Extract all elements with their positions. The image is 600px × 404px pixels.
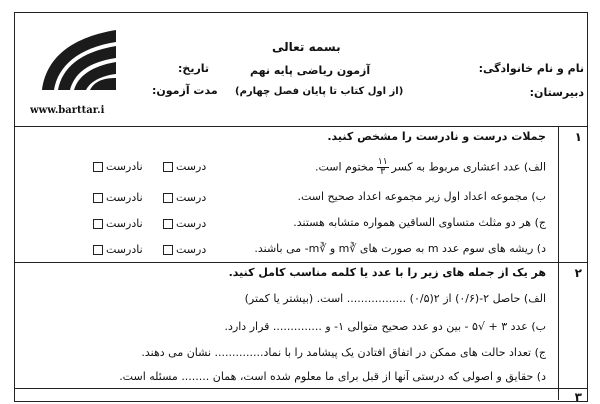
q1-item-d: د) ریشه های سوم عدد m به صورت های ∛m و ∛m- می باشند. <box>254 242 546 255</box>
q1d-true-option[interactable]: درست <box>160 243 206 256</box>
number-column-divider <box>558 126 559 400</box>
header-divider <box>14 126 588 127</box>
duration-label: مدت آزمون: <box>152 84 218 97</box>
q1d-false-option[interactable]: نادرست <box>90 243 143 256</box>
website-url: www.barttar.i <box>30 105 105 116</box>
q2-prompt: هر یک از جمله های زیر را با عدد یا کلمه مناسب کامل کنید. <box>228 266 546 279</box>
name-label: نام و نام خانوادگی: <box>478 62 584 75</box>
school-label: دبیرستان: <box>529 86 584 99</box>
checkbox[interactable] <box>93 245 103 255</box>
q1a-true-option[interactable]: درست <box>160 160 206 173</box>
q1b-true-option[interactable]: درست <box>160 191 206 204</box>
checkbox[interactable] <box>163 219 173 229</box>
q2-item-a: الف) حاصل ۲-(۰/۶) از ۲(۰/۵) ................. است. (بیشتر یا کمتر) <box>244 292 546 305</box>
q2-item-c: ج) تعداد حالت های ممکن در اتفاق افتادن یک پیشامد را با نماد.............. نشان می دهند. <box>141 346 546 359</box>
checkbox[interactable] <box>93 193 103 203</box>
exam-title: آزمون ریاضی پایه نهم <box>250 64 371 77</box>
q3-number: ۳ <box>574 390 582 404</box>
q1a-false-option[interactable]: نادرست <box>90 160 143 173</box>
q1-divider <box>14 262 588 263</box>
q1-prompt: جملات درست و نادرست را مشخص کنید. <box>327 130 546 143</box>
q2-divider <box>14 388 588 389</box>
q1-item-b: ب) مجموعه اعداد اول زیر مجموعه اعداد صحیح است. <box>297 190 546 203</box>
q1b-false-option[interactable]: نادرست <box>90 191 143 204</box>
q1c-false-option[interactable]: نادرست <box>90 217 143 230</box>
q1-number: ۱ <box>574 130 582 144</box>
q1-item-c: ج) هر دو مثلث متساوی الساقین همواره متشابه هستند. <box>293 216 546 229</box>
q2-item-d: د) حقایق و اصولی که درستی آنها از قبل برای ما معلوم شده است، همان ........ مسئله است. <box>119 370 546 383</box>
q1c-true-option[interactable]: درست <box>160 217 206 230</box>
q1-item-a: الف) عدد اعشاری مربوط به کسر $\frac{۱۱}{۳}$ مختوم است. <box>314 157 546 177</box>
checkbox[interactable] <box>163 245 173 255</box>
q2-number: ۲ <box>574 266 582 280</box>
checkbox[interactable] <box>163 162 173 172</box>
barttar-logo-icon <box>28 20 128 112</box>
checkbox[interactable] <box>93 219 103 229</box>
checkbox[interactable] <box>163 193 173 203</box>
q2-item-b: ب) عدد ۳ + √۵ - بین دو عدد صحیح متوالی ۱- و .............. قرار دارد. <box>224 320 546 333</box>
page-title: بسمه تعالی <box>272 40 341 54</box>
exam-range: (از اول کتاب تا پایان فصل چهارم) <box>235 86 404 97</box>
fraction: $\frac{۱۱}{۳}$ <box>377 157 388 177</box>
date-label: تاریخ: <box>178 62 210 75</box>
checkbox[interactable] <box>93 162 103 172</box>
